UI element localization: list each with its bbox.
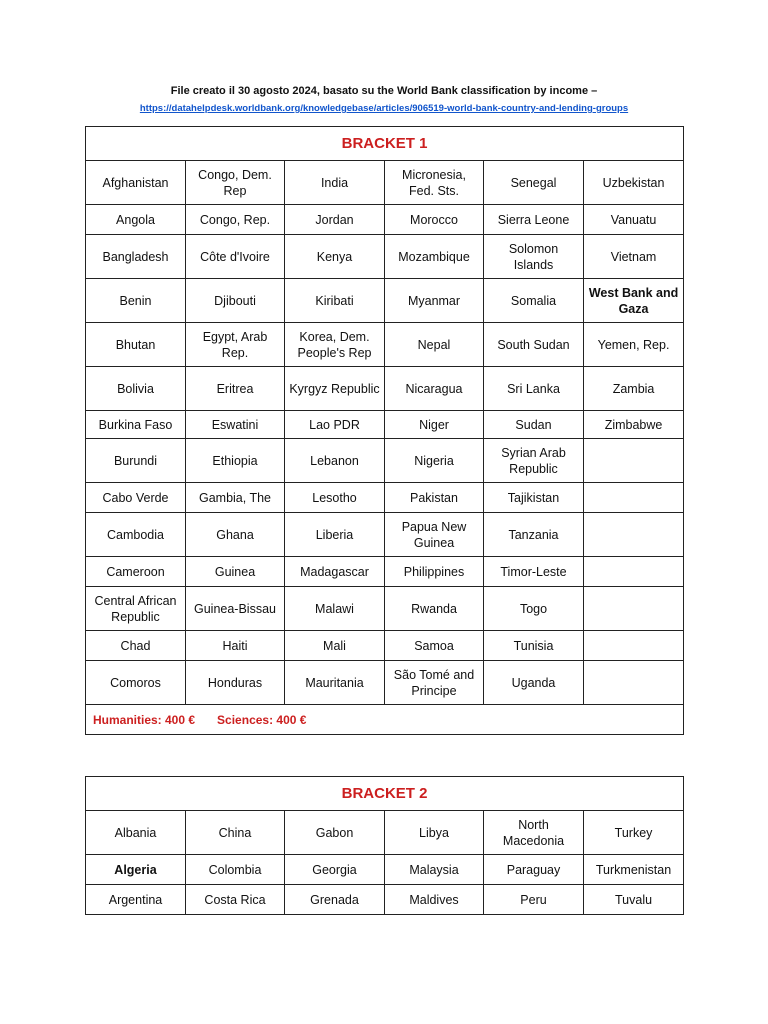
table-row [86,411,684,439]
country-cell: Micronesia, Fed. Sts. [385,161,484,205]
country-cell: Eswatini [186,411,285,439]
country-cell: Gabon [285,811,385,855]
country-cell: Albania [86,811,186,855]
country-cell: Afghanistan [86,161,186,205]
bracket-1-body [86,161,684,705]
table-row [86,661,684,705]
empty-cell [584,557,684,587]
country-cell: Bolivia [86,367,186,411]
country-cell: Vanuatu [584,205,684,235]
country-cell: Lao PDR [285,411,385,439]
country-cell: Turkmenistan [584,855,684,885]
country-cell: Cabo Verde [86,483,186,513]
country-cell: Kyrgyz Republic [285,367,385,411]
table-row [86,323,684,367]
country-cell: Liberia [285,513,385,557]
country-cell: Nepal [385,323,484,367]
empty-cell [584,631,684,661]
country-cell: Niger [385,411,484,439]
table-row [86,631,684,661]
country-cell: Solomon Islands [484,235,584,279]
country-cell: Ethiopia [186,439,285,483]
country-cell: Djibouti [186,279,285,323]
document-header [0,84,768,116]
table-row [86,587,684,631]
country-cell: Syrian Arab Republic [484,439,584,483]
empty-cell [584,513,684,557]
country-cell: Senegal [484,161,584,205]
country-cell: Yemen, Rep. [584,323,684,367]
country-cell: Malaysia [385,855,484,885]
country-cell: Pakistan [385,483,484,513]
country-cell: Guinea [186,557,285,587]
country-cell: Peru [484,885,584,915]
country-cell: Togo [484,587,584,631]
country-cell: Egypt, Arab Rep. [186,323,285,367]
country-cell: West Bank and Gaza [584,279,684,323]
country-cell: Chad [86,631,186,661]
country-cell: Cambodia [86,513,186,557]
country-cell: Congo, Rep. [186,205,285,235]
country-cell: Eritrea [186,367,285,411]
country-cell: Tunisia [484,631,584,661]
country-cell: Lesotho [285,483,385,513]
country-cell: Samoa [385,631,484,661]
country-cell: China [186,811,285,855]
table-row [86,513,684,557]
table-row [86,367,684,411]
country-cell: Haiti [186,631,285,661]
country-cell: Uzbekistan [584,161,684,205]
source-link[interactable]: https://datahelpdesk.worldbank.org/knowledgebase/articles/906519-world-bank-country-and-lending-groups [139,103,629,114]
country-cell: Zimbabwe [584,411,684,439]
country-cell: Mozambique [385,235,484,279]
sciences-fee: Sciences: 400 € [217,712,307,727]
country-cell: Ghana [186,513,285,557]
country-cell: Maldives [385,885,484,915]
country-cell: Madagascar [285,557,385,587]
table-row [86,161,684,205]
bracket-1-table [85,126,684,735]
country-cell: Georgia [285,855,385,885]
country-cell: Nigeria [385,439,484,483]
table-row [86,855,684,885]
country-cell: Benin [86,279,186,323]
country-cell: São Tomé and Principe [385,661,484,705]
country-cell: Comoros [86,661,186,705]
country-cell: Mali [285,631,385,661]
country-cell: Timor-Leste [484,557,584,587]
country-cell: Nicaragua [385,367,484,411]
country-cell: Tuvalu [584,885,684,915]
country-cell: Rwanda [385,587,484,631]
country-cell: Malawi [285,587,385,631]
country-cell: Bangladesh [86,235,186,279]
country-cell: Vietnam [584,235,684,279]
country-cell: Guinea-Bissau [186,587,285,631]
country-cell: Uganda [484,661,584,705]
table-row [86,235,684,279]
country-cell: Angola [86,205,186,235]
country-cell: Tajikistan [484,483,584,513]
country-cell: Algeria [86,855,186,885]
country-cell: Honduras [186,661,285,705]
country-cell: Sierra Leone [484,205,584,235]
country-cell: Mauritania [285,661,385,705]
country-cell: Kenya [285,235,385,279]
country-cell: South Sudan [484,323,584,367]
country-cell: Korea, Dem. People's Rep [285,323,385,367]
country-cell: Burkina Faso [86,411,186,439]
country-cell: Grenada [285,885,385,915]
country-cell: Somalia [484,279,584,323]
empty-cell [584,587,684,631]
bracket-2-body [86,811,684,915]
country-cell: Sri Lanka [484,367,584,411]
bracket-1-fees [86,705,684,735]
country-cell: Jordan [285,205,385,235]
table-row [86,483,684,513]
country-cell: Paraguay [484,855,584,885]
table-row [86,557,684,587]
country-cell: Tanzania [484,513,584,557]
table-row [86,279,684,323]
country-cell: Morocco [385,205,484,235]
table-row [86,439,684,483]
country-cell: Philippines [385,557,484,587]
country-cell: Colombia [186,855,285,885]
country-cell: Congo, Dem. Rep [186,161,285,205]
empty-cell [584,439,684,483]
empty-cell [584,483,684,513]
document-title: File creato il 30 agosto 2024, basato su the World Bank classification by income – [170,85,598,97]
country-cell: Sudan [484,411,584,439]
country-cell: Kiribati [285,279,385,323]
country-cell: Bhutan [86,323,186,367]
country-cell: Costa Rica [186,885,285,915]
table-row [86,205,684,235]
country-cell: Turkey [584,811,684,855]
table-row [86,811,684,855]
bracket-1-title: BRACKET 1 [86,127,684,161]
country-cell: Central African Republic [86,587,186,631]
country-cell: North Macedonia [484,811,584,855]
country-cell: Gambia, The [186,483,285,513]
country-cell: Myanmar [385,279,484,323]
country-cell: Argentina [86,885,186,915]
country-cell: Burundi [86,439,186,483]
bracket-2-table [85,776,684,915]
bracket-2-title: BRACKET 2 [86,777,684,811]
country-cell: Cameroon [86,557,186,587]
humanities-fee: Humanities: 400 € [93,712,196,727]
country-cell: Côte d'Ivoire [186,235,285,279]
country-cell: Libya [385,811,484,855]
country-cell: Papua New Guinea [385,513,484,557]
country-cell: Lebanon [285,439,385,483]
country-cell: Zambia [584,367,684,411]
country-cell: India [285,161,385,205]
empty-cell [584,661,684,705]
table-row [86,885,684,915]
